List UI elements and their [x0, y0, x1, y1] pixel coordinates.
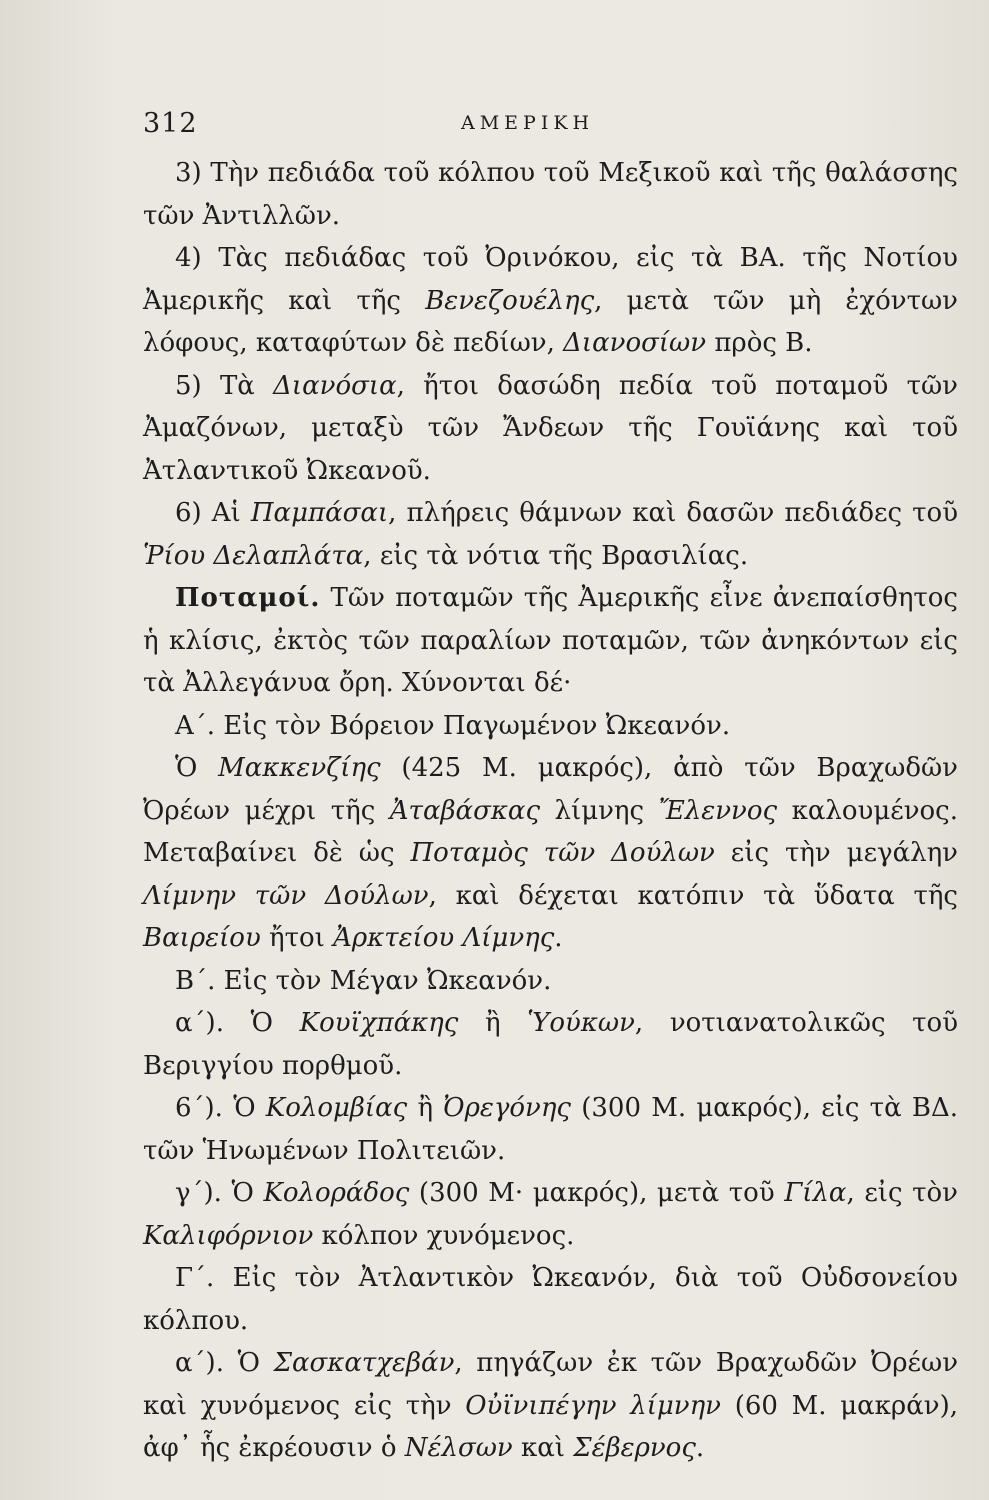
subheading-atlantic-ocean: Γ΄. Εἰς τὸν Ἀτλαντικὸν Ὠκεανόν, διὰ τοῦ Οὐδσονείου κόλπου.	[143, 1263, 958, 1336]
paragraph-amazon-forests: 5) Τὰ Διανόσια, ἤτοι δασώδη πεδία τοῦ ποταμοῦ τῶν Ἀμαζόνων, μεταξὺ τῶν Ἄνδεων τῆς Γουϊάνης καὶ τοῦ Ἀτλαντικοῦ Ὠκεανοῦ.	[143, 370, 958, 486]
paragraph-yukon-river: α΄). Ὁ Κουϊχπάκης ἢ Ὑούκων, νοτιανατολικῶς τοῦ Βεριγγίου πορθμοῦ.	[143, 1008, 959, 1081]
section-heading-rivers: Ποταμοί.	[175, 583, 321, 613]
paragraph-rivers-intro: Ποταμοί. Τῶν ποταμῶν τῆς Ἀμερικῆς εἶνε ἀνεπαίσθητος ἡ κλίσις, ἐκτὸς τῶν παραλίων ποταμῶν, τῶν ἀνηκόντων εἰς τὰ Ἀλλεγάνυα ὄρη. Χύνονται δέ·	[143, 583, 958, 698]
running-title: ΑΜΕΡΙΚΗ	[461, 112, 595, 134]
paragraph-pampas: 6) Αἱ Παμπάσαι, πλήρεις θάμνων καὶ δασῶν πεδιάδες τοῦ Ῥίου Δελαπλάτα, εἰς τὰ νότια τῆς Βρασιλίας.	[143, 498, 959, 571]
page-number: 312	[143, 108, 198, 139]
body-text	[143, 152, 958, 1470]
page-header	[143, 108, 963, 152]
paragraph-columbia-river: 6΄). Ὁ Κολομβίας ἢ Ὀρεγόνης (300 Μ. μακρός), εἰς τὰ ΒΔ. τῶν Ἡνωμένων Πολιτειῶν.	[143, 1093, 959, 1166]
paragraph-gulf-of-mexico-plain: 3) Τὴν πεδιάδα τοῦ κόλπου τοῦ Μεξικοῦ καὶ τῆς θαλάσσης τῶν Ἀντιλλῶν.	[143, 158, 958, 231]
subheading-arctic-ocean: Α΄. Εἰς τὸν Βόρειον Παγωμένον Ὠκεανόν.	[175, 710, 731, 741]
paragraph-saskatchewan-river: α΄). Ὁ Σασκατχεβάν, πηγάζων ἐκ τῶν Βραχωδῶν Ὀρέων καὶ χυνόμενος εἰς τὴν Οὐϊνιπέγην λίμνην (60 Μ. μακράν), ἀφ᾿ ἧς ἐκρέουσιν ὁ Νέλσων καὶ Σέβερνος.	[143, 1348, 958, 1463]
paragraph-orinoco-plains: 4) Τὰς πεδιάδας τοῦ Ὀρινόκου, εἰς τὰ ΒΑ. τῆς Νοτίου Ἀμερικῆς καὶ τῆς Βενεζουέλης, μετὰ τῶν μὴ ἐχόντων λόφους, καταφύτων δὲ πεδίων, Διανοσίων πρὸς Β.	[143, 243, 958, 358]
paragraph-mackenzie-river: Ὁ Μακκενζίης (425 Μ. μακρός), ἀπὸ τῶν Βραχωδῶν Ὀρέων μέχρι τῆς Ἀταβάσκας λίμνης Ἔλεννος καλουμένος. Μεταβαίνει δὲ ὡς Ποταμὸς τῶν Δούλων εἰς τὴν μεγάλην Λίμνην τῶν Δούλων, καὶ δέχεται κατόπιν τὰ ὕδατα τῆς Βαιρείου ἤτοι Ἀρκτείου Λίμνης.	[143, 753, 959, 953]
paragraph-colorado-river: γ΄). Ὁ Κολοράδος (300 Μ· μακρός), μετὰ τοῦ Γίλα, εἰς τὸν Καλιφόρνιον κόλπον χυνόμενος.	[143, 1178, 958, 1251]
subheading-pacific-ocean: Β΄. Εἰς τὸν Μέγαν Ὠκεανόν.	[175, 965, 552, 996]
